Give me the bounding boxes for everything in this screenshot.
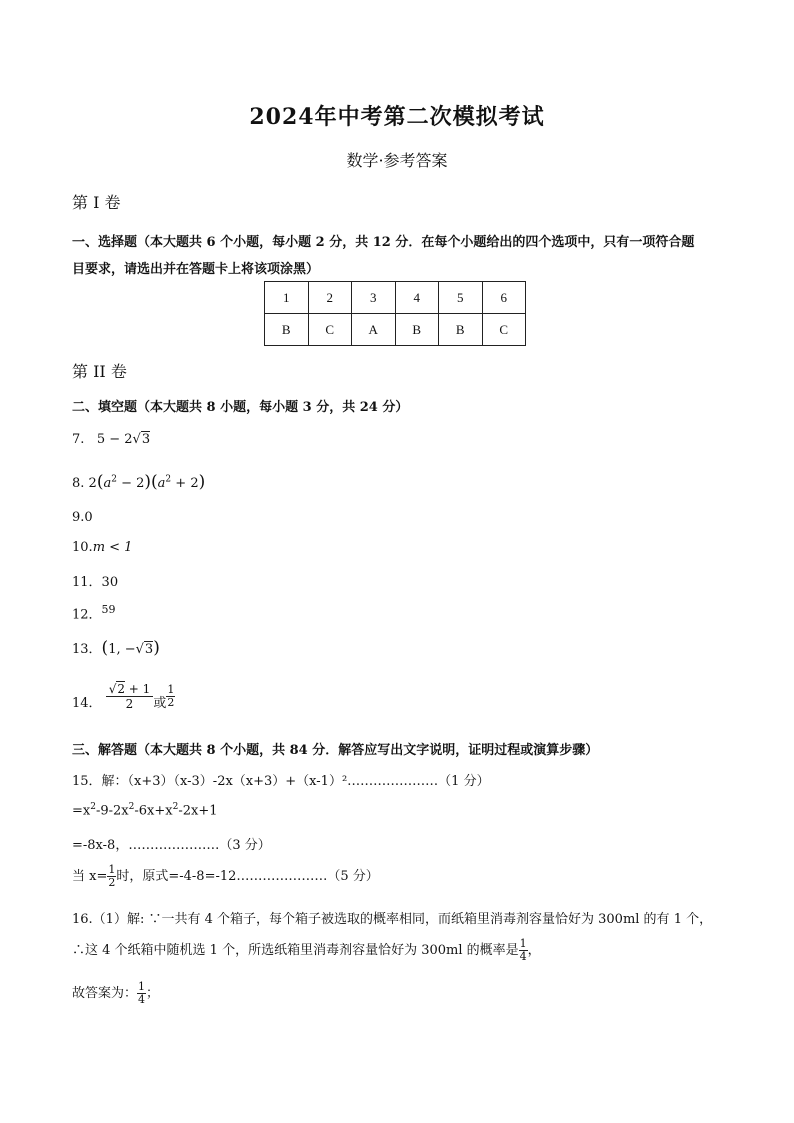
answer-table-header-row — [265, 282, 526, 314]
answer-14-numerator-rest: + 1 — [124, 682, 151, 696]
answer-13: 13．(1, −√3) — [72, 638, 160, 658]
answer-11: 11．30 — [72, 575, 119, 590]
q16-line-3 — [72, 981, 159, 1006]
q16-fraction-1-num: 1 — [519, 937, 527, 950]
section-three-header: 三、解答题（本大题共 8 个小题，共 84 分．解答应写出文字说明，证明过程或演算步骤） — [72, 743, 599, 758]
table-cell: C — [308, 314, 352, 346]
table-cell: 6 — [482, 282, 526, 314]
q15-part: -2x+1 — [178, 803, 218, 819]
answer-7: 7. 5 − 2√3 — [72, 432, 151, 447]
q16-line-2 — [72, 938, 541, 963]
answer-13-expr: 1, − — [108, 642, 136, 657]
answer-14-denominator-2: 2 — [167, 696, 175, 709]
volume-one-heading: 第 I 卷 — [72, 193, 121, 212]
answer-10-label: 10. — [72, 540, 93, 555]
answer-10-expr: m < 1 — [92, 540, 133, 555]
answer-8-var-b: a — [157, 476, 166, 491]
q15-fraction — [107, 864, 116, 889]
q16-line-2-text: ∴这 4 个纸箱中随机选 1 个，所选纸箱里消毒剂容量恰好为 300ml 的概率是 — [72, 943, 519, 958]
answer-7-expr: 5 − 2 — [96, 432, 133, 447]
answer-14-fraction-2 — [166, 684, 175, 709]
q15-fraction-den: 2 — [108, 876, 116, 889]
q16-line-3-text: 故答案为： — [72, 986, 138, 1001]
answer-14-label: 14． — [72, 696, 102, 711]
q15-line-3: =-8x-8，…………………（3 分） — [72, 838, 271, 853]
answer-12 — [72, 603, 116, 622]
answer-8-exp-a: 2 — [111, 474, 117, 485]
answer-14 — [72, 682, 175, 711]
section-two-header: 二、填空题（本大题共 8 小题，每小题 3 分，共 24 分） — [72, 400, 409, 415]
answer-14-radicand: 2 — [117, 682, 125, 696]
q16-fraction-2-num: 1 — [138, 980, 146, 993]
q15-part: =x — [72, 803, 91, 819]
q16-line-3-end: ； — [146, 986, 160, 1001]
q15-exp: 2 — [90, 802, 96, 812]
answer-7-radicand: 3 — [141, 432, 151, 447]
answer-8-label: 8. 2 — [72, 476, 97, 491]
q15-part: -9-2x — [95, 803, 129, 819]
q16-fraction-2 — [137, 981, 146, 1006]
answer-12-label: 12． — [72, 607, 102, 623]
q15-line-1: 15．解：（x+3）（x-3）-2x（x+3）+（x-1）²…………………（1 分） — [72, 774, 490, 789]
q15-line-2 — [72, 802, 218, 818]
answer-7-label: 7. — [72, 432, 85, 447]
table-cell: A — [352, 314, 396, 346]
table-cell: C — [482, 314, 526, 346]
q15-exp: 2 — [128, 802, 135, 812]
answer-14-numerator-2: 1 — [167, 683, 175, 696]
volume-two-heading: 第 II 卷 — [72, 362, 127, 381]
q15-line-4 — [72, 864, 379, 889]
section-one-header: 一、选择题（本大题共 6 个小题，每小题 2 分，共 12 分．在每个小题给出的四个选项中，只有一项符合题 — [72, 235, 695, 250]
answer-table-answer-row — [265, 314, 526, 346]
table-cell: 3 — [352, 282, 396, 314]
document-subtitle: 数学·参考答案 — [346, 151, 448, 170]
answer-14-denominator: 2 — [125, 697, 134, 711]
table-cell: 1 — [265, 282, 309, 314]
answer-14-or: 或 — [153, 696, 167, 711]
table-cell: 4 — [395, 282, 439, 314]
q15-line-4-end: 时，原式=-4-8=-12…………………（5 分） — [116, 869, 379, 884]
section-one-header-cont: 目要求，请选出并在答题卡上将该项涂黑） — [72, 262, 320, 277]
table-cell: 5 — [439, 282, 483, 314]
q16-fraction-2-den: 4 — [138, 993, 146, 1006]
table-cell: B — [439, 314, 483, 346]
answer-10 — [72, 540, 132, 555]
answer-8-term-a: − 2 — [116, 476, 145, 491]
choice-answer-table — [264, 281, 526, 346]
q16-fraction-1 — [519, 938, 528, 963]
answer-12-value: 59 — [101, 603, 116, 616]
answer-8-exp-b: 2 — [165, 474, 172, 485]
document-title: 2024年中考第二次模拟考试 — [249, 104, 545, 130]
answer-8-var-a: a — [103, 476, 112, 491]
q16-fraction-1-den: 4 — [519, 950, 527, 963]
q15-line-4-start: 当 x= — [72, 869, 108, 884]
table-cell: B — [265, 314, 309, 346]
answer-8: 8. $2(a^2 - 2)(a^2 + 2)$ — [72, 472, 206, 492]
q15-exp: 2 — [172, 802, 179, 812]
table-cell: 2 — [308, 282, 352, 314]
answer-13-radicand: 3 — [144, 642, 154, 657]
q15-part: -6x+x — [134, 803, 173, 819]
answer-9: 9.0 — [72, 510, 93, 525]
answer-8-term-b: + 2 — [171, 476, 199, 491]
q16-line-2-end: ， — [527, 943, 541, 958]
answer-13-label: 13． — [72, 642, 102, 657]
answer-14-fraction-1: $\frac{√2 + 1}{2}$ — [106, 682, 154, 711]
q16-line-1: 16.（1）解: ∵一共有 4 个箱子，每个箱子被选取的概率相同，而纸箱里消毒剂容量恰好为 300ml 的有 1 个， — [72, 912, 713, 927]
q15-fraction-num: 1 — [108, 863, 116, 876]
table-cell: B — [395, 314, 439, 346]
